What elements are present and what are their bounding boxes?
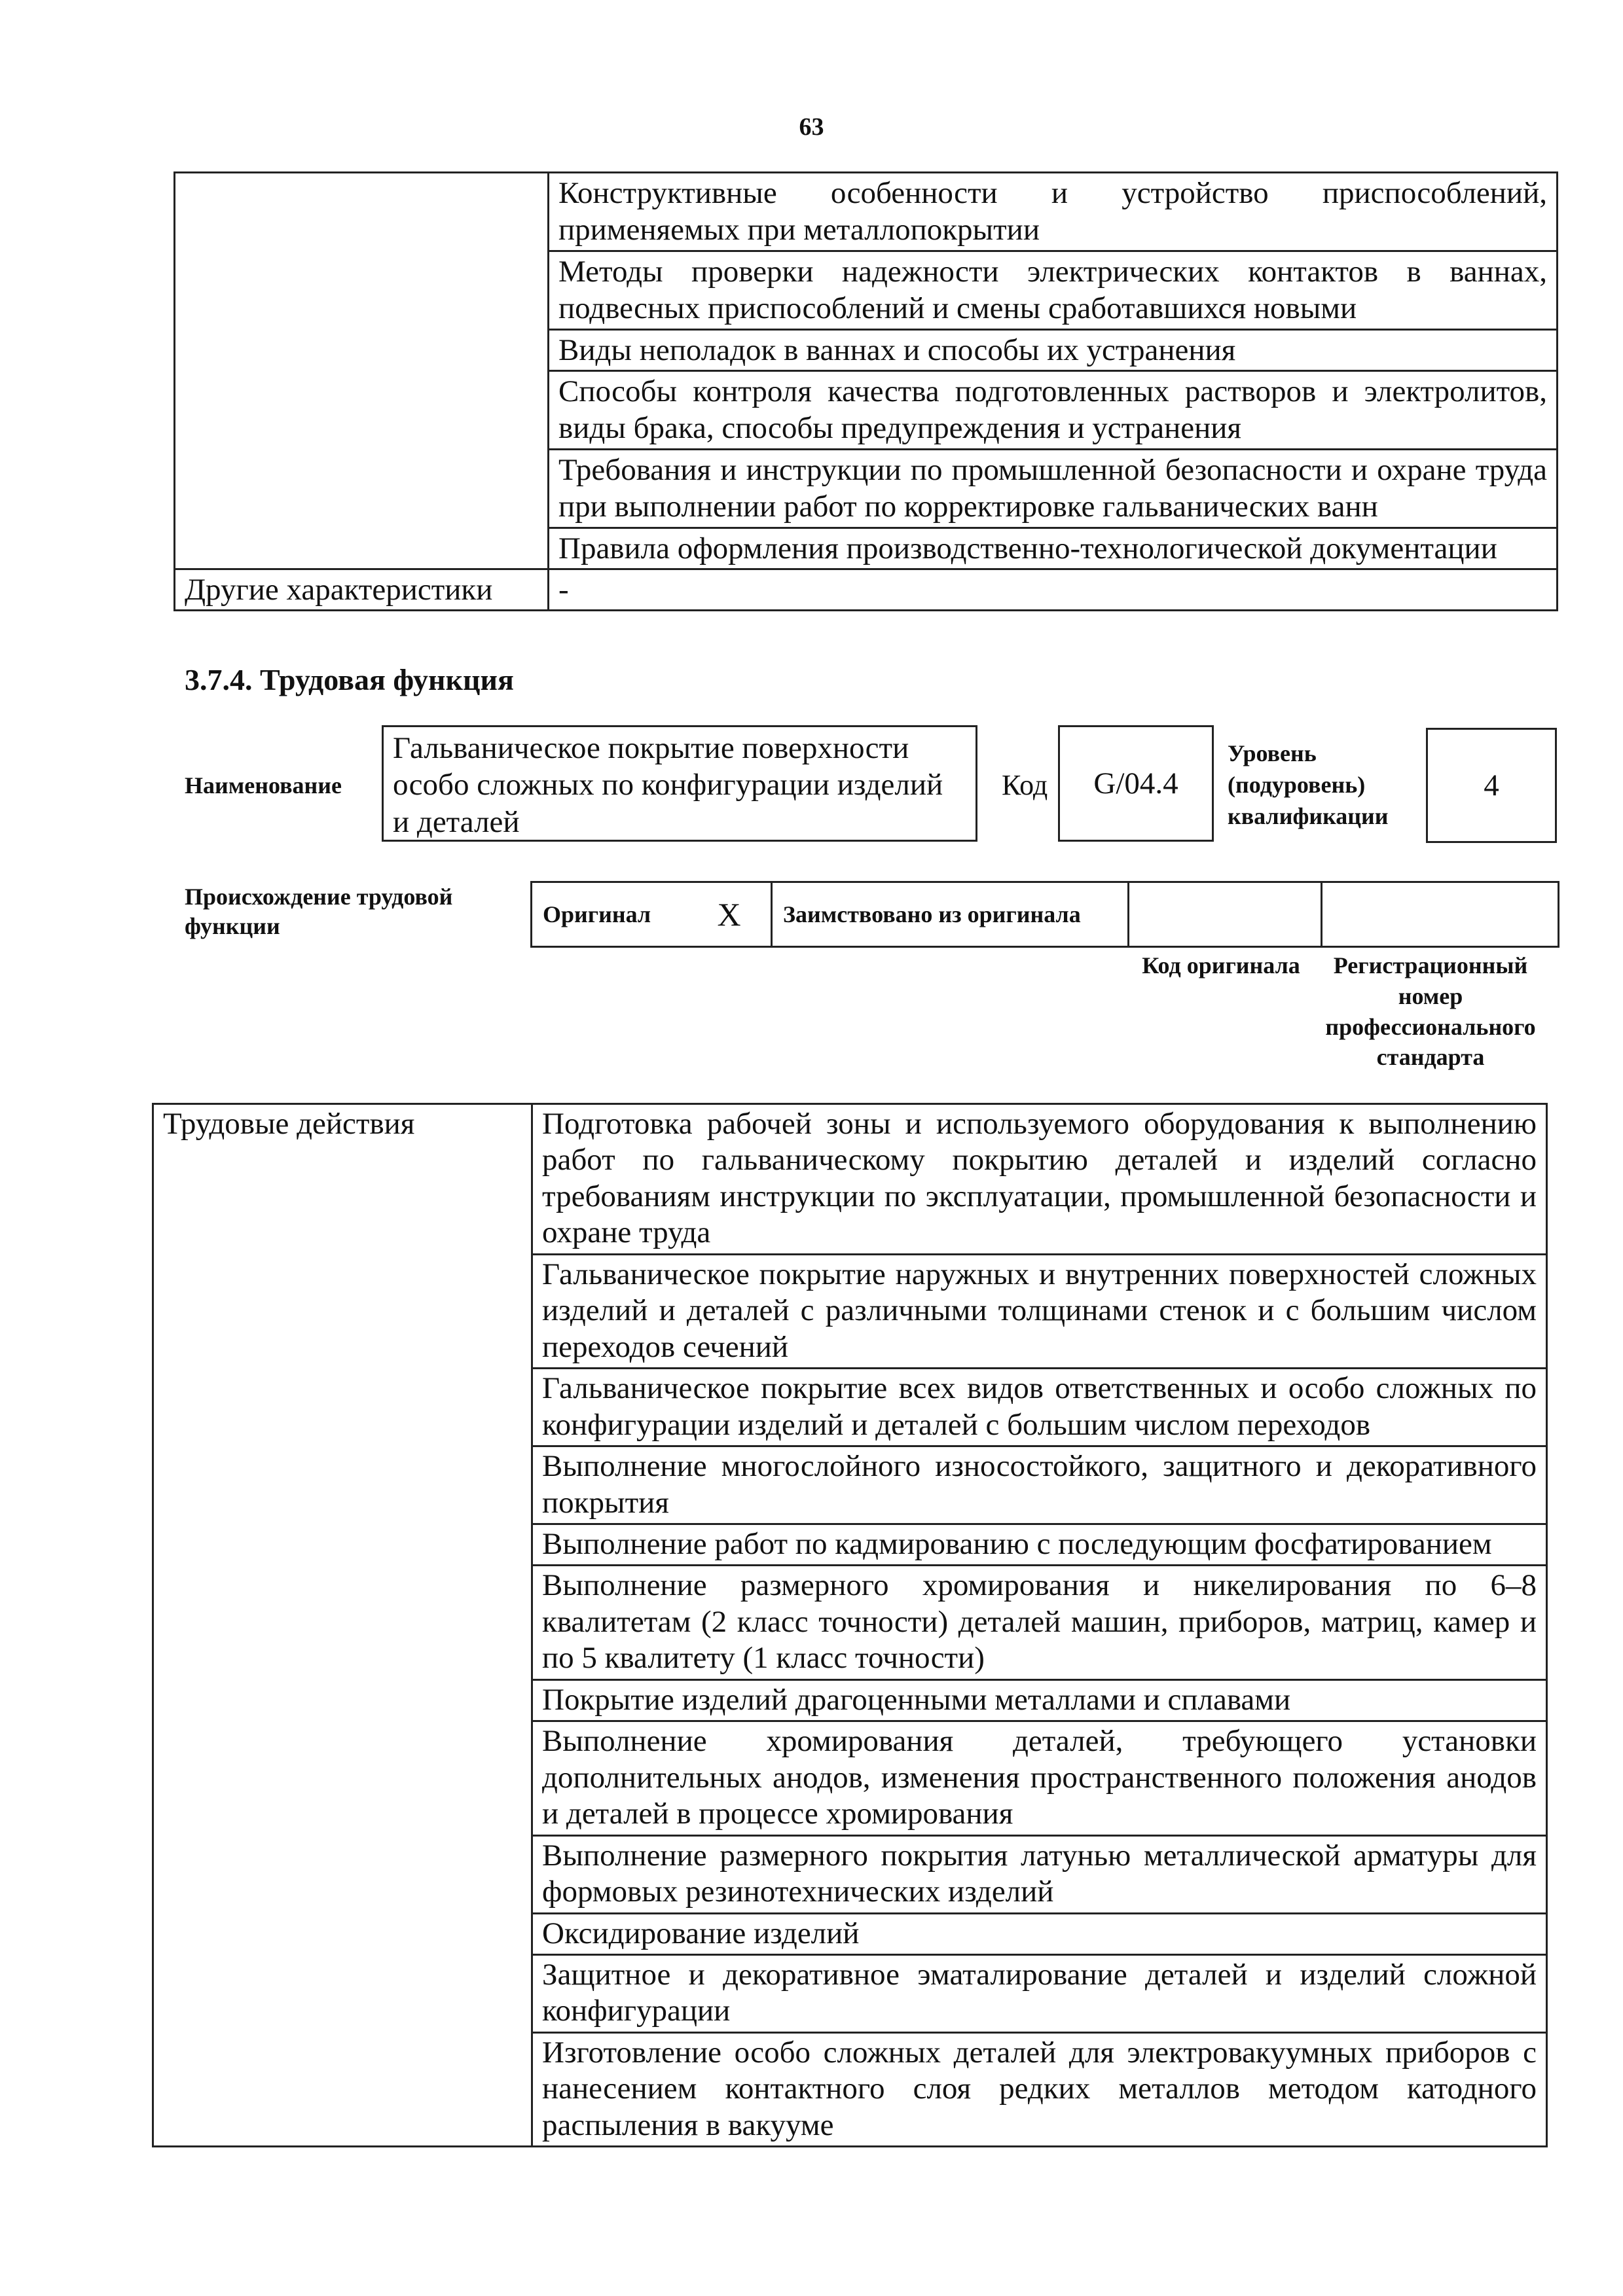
labor-action-item: Оксидирование изделий [532,1913,1547,1954]
labor-action-item: Подготовка рабочей зоны и используемого оборудования к выполнению работ по гальваническому покрытию деталей и изделий согласно требованиям инструкции по эксплуатации, промышленной безопасности и охране труда [532,1104,1547,1255]
original-label: Оригинал [532,882,688,947]
labor-action-item: Выполнение хромирования деталей, требующего установки дополнительных анодов, изменения пространственного положения анодов и деталей в процессе хромирования [532,1721,1547,1835]
function-name-box: Гальваническое покрытие поверхности особо сложных по конфигурации изделий и деталей [382,725,977,842]
original-code-cell [1129,882,1322,947]
other-characteristics-value: - [549,569,1558,610]
page-number: 63 [799,113,824,141]
knowledge-table [173,171,1558,611]
code-original-caption: Код оригинала [1142,952,1300,978]
labor-actions-label: Трудовые действия [153,1104,532,2147]
knowledge-row: Требования и инструкции по промышленной безопасности и охране труда при выполнении работ по корректировке гальванических ванн [549,449,1558,528]
registration-number-cell [1322,882,1559,947]
other-characteristics-label: Другие характеристики [175,569,549,610]
labor-action-item: Выполнение размерного покрытия латунью металлической арматуры для формовых резинотехнических изделий [532,1835,1547,1913]
labor-action-item: Защитное и декоративное эматалирование деталей и изделий сложной конфигурации [532,1954,1547,2032]
original-mark: X [687,882,772,947]
level-value-box: 4 [1426,728,1557,843]
knowledge-label-cell [175,173,549,569]
knowledge-row: Правила оформления производственно-технологической документации [549,528,1558,569]
labor-action-item: Гальваническое покрытие всех видов ответственных и особо сложных по конфигурации изделий и деталей с большим числом переходов [532,1369,1547,1446]
borrowed-label: Заимствовано из оригинала [772,882,1129,947]
knowledge-row: Методы проверки надежности электрических контактов в ваннах, подвесных приспособлений и смены сработавшихся новыми [549,251,1558,329]
name-label: Наименование [185,772,342,798]
knowledge-row: Способы контроля качества подготовленных растворов и электролитов, виды брака, способы предупреждения и устранения [549,370,1558,449]
origin-label: Происхождение трудовой функции [185,884,453,939]
knowledge-row: Виды неполадок в ваннах и способы их устранения [549,329,1558,370]
labor-action-item: Выполнение многослойного износостойкого, защитного и декоративного покрытия [532,1446,1547,1524]
registration-number-caption: Регистрационный номер профессионального стандарта [1325,952,1536,1071]
code-label: Код [1002,769,1048,801]
labor-action-item: Выполнение размерного хромирования и никелирования по 6–8 квалитетам (2 класс точности) деталей машин, приборов, матриц, камер и по 5 квалитету (1 класс точности) [532,1566,1547,1679]
labor-action-item: Выполнение работ по кадмированию с последующим фосфатированием [532,1524,1547,1565]
code-value-box: G/04.4 [1058,725,1214,842]
knowledge-row: Конструктивные особенности и устройство приспособлений, применяемых при металлопокрытии [549,173,1558,251]
labor-actions-table [152,1103,1548,2147]
section-heading: 3.7.4. Трудовая функция [185,663,514,696]
origin-table [530,881,1559,948]
level-label: Уровень (подуровень) квалификации [1228,740,1389,829]
labor-action-item: Гальваническое покрытие наружных и внутренних поверхностей сложных изделий и деталей с различными толщинами стенок и с большим числом переходов сечений [532,1254,1547,1368]
labor-action-item: Покрытие изделий драгоценными металлами и сплавами [532,1679,1547,1721]
labor-action-item: Изготовление особо сложных деталей для электровакуумных приборов с нанесением контактного слоя редких металлов методом катодного распыления в вакууме [532,2032,1547,2146]
